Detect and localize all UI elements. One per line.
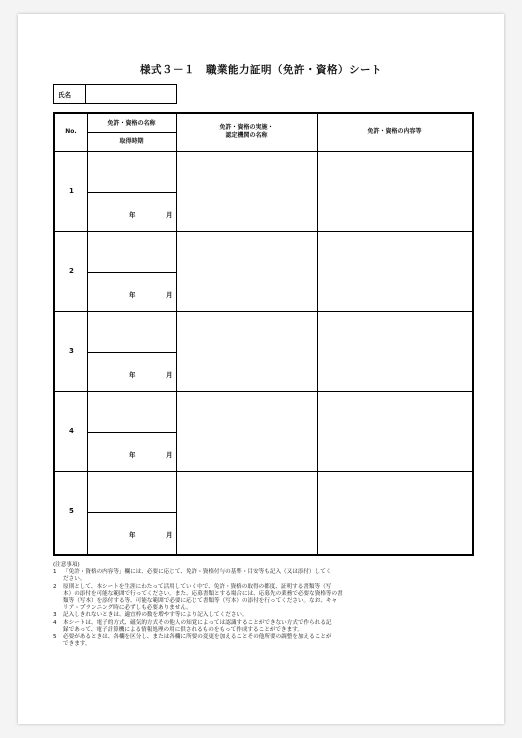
header-license-name: 免許・資格の名称 — [107, 120, 156, 127]
note-text — [63, 612, 478, 619]
note-number: 1 — [53, 569, 57, 576]
month-label: 月 — [166, 291, 173, 299]
note-line: リア・プランニング時に必ずしも必要ありません。 — [63, 605, 192, 612]
row-divider — [55, 391, 472, 392]
header-sub-divider — [87, 132, 176, 133]
notes-heading: (注意事項) — [53, 562, 80, 568]
month-label: 月 — [166, 371, 173, 379]
row-sub-divider — [87, 272, 176, 273]
month-label: 月 — [166, 531, 173, 539]
year-label: 年 — [129, 531, 136, 539]
note-number: 2 — [53, 583, 57, 590]
year-label: 年 — [129, 211, 136, 219]
note-line: 記入しきれないときは、適宜枠の数を増やす等により記入してください。 — [63, 612, 248, 619]
header-content: 免許・資格の内容等 — [367, 128, 422, 135]
col-divider-no — [87, 114, 88, 554]
note-line: 必要があるときは、各欄を区分し、または各欄に所要の変更を加えることその他所要の調整を加えることが — [63, 634, 332, 641]
year-label: 年 — [129, 291, 136, 299]
note-text — [63, 634, 478, 648]
name-label: 氏名 — [54, 85, 86, 103]
row-sub-divider — [87, 192, 176, 193]
note-text — [63, 569, 478, 583]
notes-section — [53, 562, 478, 648]
note-line: ださい。 — [63, 576, 86, 583]
note-line: 本）の添付を可能な範囲で行ってください。また、応募書類とする場合には、応募先の業務で必要な資格等の書 — [63, 590, 343, 597]
note-line: できます。 — [63, 641, 91, 648]
header-acquired-date: 取得時期 — [119, 138, 144, 145]
note-line: 原則として、本シートを生涯にわたって活用していく中で、免許・資格の取得の都度、証明する書類等（写 — [63, 583, 332, 590]
header-issuer-line2: 認定機関の名称 — [225, 132, 268, 139]
name-input-area[interactable] — [86, 85, 176, 103]
year-label: 年 — [129, 371, 136, 379]
month-label: 月 — [166, 211, 173, 219]
note-text — [63, 620, 478, 634]
row-divider — [55, 471, 472, 472]
col-divider-license — [176, 114, 177, 554]
form-title: 様式３－１ 職業能力証明（免許・資格）シート — [140, 64, 382, 76]
row-number: 5 — [69, 507, 74, 515]
note-number: 3 — [53, 612, 57, 619]
row-number: 4 — [69, 427, 74, 435]
note-line: 本シートは、電子的方式、磁気的方式その他人の知覚によっては認識することができない方式で作られる記 — [63, 619, 332, 626]
header-bottom-line — [55, 151, 472, 152]
note-line: 類等（写本）を添付する等、可能な範囲で必要に応じて書類等（写本）の添付を行ってください。なお、キャ — [63, 598, 338, 605]
note-text — [63, 584, 478, 613]
note-item — [53, 584, 478, 613]
form-sheet — [18, 14, 504, 724]
note-item — [53, 612, 478, 619]
year-label: 年 — [129, 451, 136, 459]
row-number: 2 — [69, 267, 74, 275]
note-number: 5 — [53, 634, 57, 641]
header-issuer — [176, 124, 317, 140]
name-field-box — [53, 84, 177, 104]
header-no: No. — [65, 128, 77, 135]
col-divider-issuer — [317, 114, 318, 554]
note-item — [53, 620, 478, 634]
month-label: 月 — [166, 451, 173, 459]
header-issuer-line1: 免許・資格の実施・ — [219, 124, 274, 131]
note-line: 「免許・資格の内容等」欄には、必要に応じて、免許・資格付与の基準・目安等も記入（又は添付）してく — [63, 569, 332, 576]
note-number: 4 — [53, 619, 57, 626]
row-number: 3 — [69, 347, 74, 355]
row-sub-divider — [87, 432, 176, 433]
row-sub-divider — [87, 512, 176, 513]
license-table — [53, 112, 474, 556]
row-divider — [55, 231, 472, 232]
row-number: 1 — [69, 187, 74, 195]
row-divider — [55, 311, 472, 312]
note-line: 録であって、電子計算機による情報処理の用に供されるものをもって作成することができます。 — [63, 626, 303, 633]
note-item — [53, 634, 478, 648]
note-item — [53, 569, 478, 583]
row-sub-divider — [87, 352, 176, 353]
